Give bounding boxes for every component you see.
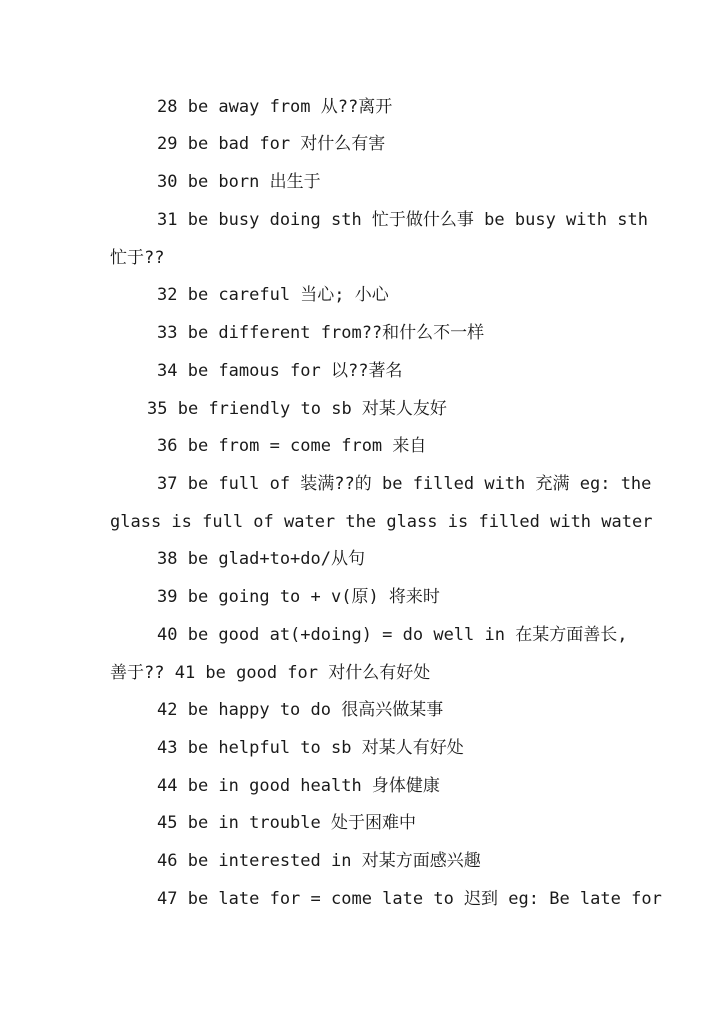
text-line: 31 be busy doing sth 忙于做什么事 be busy with sth [157,210,648,230]
text-line: 35 be friendly to sb 对某人友好 [147,399,447,419]
text-line: 45 be in trouble 处于困难中 [157,813,416,833]
text-line: 38 be glad+to+do/从句 [157,549,365,569]
text-line: 46 be interested in 对某方面感兴趣 [157,851,481,871]
text-line: 47 be late for = come late to 迟到 eg: Be late for [157,889,662,909]
text-line: 善于?? 41 be good for 对什么有好处 [110,663,431,683]
text-line: 44 be in good health 身体健康 [157,776,440,796]
text-line: 忙于?? [110,248,165,268]
text-line: 33 be different from??和什么不一样 [157,323,485,343]
text-line: 42 be happy to do 很高兴做某事 [157,700,444,720]
text-line: 32 be careful 当心; 小心 [157,285,389,305]
text-line: 34 be famous for 以??著名 [157,361,403,381]
text-line: 37 be full of 装满??的 be filled with 充满 eg: the [157,474,652,494]
text-line: 29 be bad for 对什么有害 [157,134,386,154]
text-line: 39 be going to + v(原) 将来时 [157,587,440,607]
text-line: 40 be good at(+doing) = do well in 在某方面善长, [157,625,628,645]
text-line: 36 be from = come from 来自 [157,436,427,456]
text-line: 30 be born 出生于 [157,172,321,192]
text-line: glass is full of water the glass is filled with water [110,512,653,532]
text-line: 28 be away from 从??离开 [157,97,393,117]
text-line: 43 be helpful to sb 对某人有好处 [157,738,464,758]
